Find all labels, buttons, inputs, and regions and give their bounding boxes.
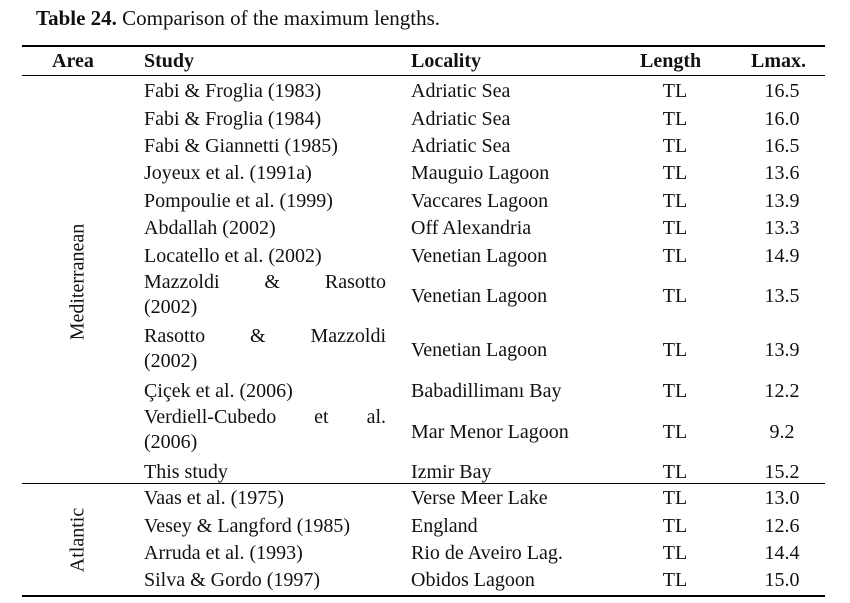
locality-cell: Adriatic Sea xyxy=(411,135,511,157)
locality-cell: Rio de Aveiro Lag. xyxy=(411,542,563,564)
lmax-cell: 9.2 xyxy=(769,420,795,443)
study-cell: Pompoulie et al. (1999) xyxy=(144,189,333,212)
study-cell: Abdallah (2002) xyxy=(144,217,276,240)
study-cell: Locatello et al. (2002) xyxy=(144,244,322,267)
locality-cell: Vaccares Lagoon xyxy=(411,189,549,212)
length-cell: TL xyxy=(662,569,688,592)
length-cell: TL xyxy=(662,135,688,157)
length-cell: TL xyxy=(662,339,688,362)
locality-cell: Adriatic Sea xyxy=(411,107,511,130)
locality-cell: Verse Meer Lake xyxy=(411,487,548,510)
header-lmax: Lmax. xyxy=(751,50,806,72)
study-cell xyxy=(144,324,386,374)
length-cell: TL xyxy=(662,162,688,185)
table-number: Table 24. xyxy=(36,6,117,30)
lmax-cell: 13.9 xyxy=(764,189,800,212)
lmax-cell: 14.4 xyxy=(764,542,800,564)
lmax-cell: 13.5 xyxy=(764,285,800,308)
study-word: et xyxy=(314,406,329,429)
study-cell xyxy=(144,405,386,455)
lmax-cell: 15.2 xyxy=(764,461,800,484)
lmax-cell: 13.6 xyxy=(764,162,800,185)
length-cell: TL xyxy=(662,487,688,510)
study-line-1 xyxy=(144,324,386,349)
bottom-rule xyxy=(22,595,825,597)
study-cell xyxy=(144,270,386,320)
lmax-cell: 16.5 xyxy=(764,80,800,103)
study-line-1 xyxy=(144,270,386,295)
area-label: Mediterranean xyxy=(66,223,89,341)
length-cell: TL xyxy=(662,107,688,130)
locality-cell: Off Alexandria xyxy=(411,217,532,240)
study-word: Rasotto xyxy=(324,270,386,293)
study-word: & xyxy=(264,270,280,293)
lmax-cell: 13.9 xyxy=(764,339,800,362)
locality-cell: Babadillimanı Bay xyxy=(411,380,562,402)
study-line-2: (2002) xyxy=(144,295,198,318)
length-cell: TL xyxy=(662,189,688,212)
study-line-2: (2002) xyxy=(144,349,198,372)
study-line-1 xyxy=(144,405,386,430)
header-area: Area xyxy=(52,50,94,72)
area-label: Atlantic xyxy=(66,507,89,573)
header-study: Study xyxy=(144,50,195,72)
lmax-cell: 12.6 xyxy=(764,514,800,537)
study-word: Mazzoldi xyxy=(144,270,220,293)
locality-cell: Adriatic Sea xyxy=(411,80,511,103)
length-cell: TL xyxy=(662,514,688,537)
study-cell: Vesey & Langford (1985) xyxy=(144,514,351,537)
table-caption xyxy=(36,6,440,31)
table-title: Comparison of the maximum lengths. xyxy=(122,6,441,30)
locality-cell: Venetian Lagoon xyxy=(411,339,548,362)
length-cell: TL xyxy=(662,285,688,308)
study-cell: Silva & Gordo (1997) xyxy=(144,569,321,592)
lmax-cell: 13.0 xyxy=(764,487,800,510)
length-cell: TL xyxy=(662,80,688,103)
locality-cell: Venetian Lagoon xyxy=(411,244,548,267)
length-cell: TL xyxy=(662,461,688,484)
locality-cell: Obidos Lagoon xyxy=(411,569,535,592)
length-cell: TL xyxy=(662,420,688,443)
study-cell: Çiçek et al. (2006) xyxy=(144,380,293,402)
study-word: Rasotto xyxy=(144,324,206,347)
study-cell: Fabi & Froglia (1984) xyxy=(144,107,322,130)
locality-cell: Mauguio Lagoon xyxy=(411,162,550,185)
length-cell: TL xyxy=(662,542,688,564)
header-rule xyxy=(22,75,825,76)
lmax-cell: 16.5 xyxy=(764,135,800,157)
lmax-cell: 13.3 xyxy=(764,217,800,240)
length-cell: TL xyxy=(662,244,688,267)
study-line-2: (2006) xyxy=(144,431,198,454)
locality-cell: Izmir Bay xyxy=(411,461,492,484)
study-word: al. xyxy=(366,406,386,429)
length-cell: TL xyxy=(662,217,688,240)
study-cell: This study xyxy=(144,461,228,484)
locality-cell: Mar Menor Lagoon xyxy=(411,420,569,443)
study-cell: Vaas et al. (1975) xyxy=(144,487,284,510)
top-rule xyxy=(22,45,825,47)
locality-cell: Venetian Lagoon xyxy=(411,285,548,308)
header-length: Length xyxy=(640,50,702,72)
study-cell: Arruda et al. (1993) xyxy=(144,542,303,564)
study-word: Mazzoldi xyxy=(310,324,386,347)
study-cell: Fabi & Froglia (1983) xyxy=(144,80,322,103)
locality-cell: England xyxy=(411,514,478,537)
study-cell: Fabi & Giannetti (1985) xyxy=(144,135,338,157)
study-word: & xyxy=(250,324,266,347)
lmax-cell: 15.0 xyxy=(764,569,800,592)
study-cell: Joyeux et al. (1991a) xyxy=(144,162,312,185)
length-cell: TL xyxy=(662,380,688,402)
lmax-cell: 16.0 xyxy=(764,107,800,130)
lmax-cell: 12.2 xyxy=(764,380,800,402)
study-word: Verdiell-Cubedo xyxy=(144,406,277,429)
header-locality: Locality xyxy=(411,50,481,72)
lmax-cell: 14.9 xyxy=(764,244,800,267)
